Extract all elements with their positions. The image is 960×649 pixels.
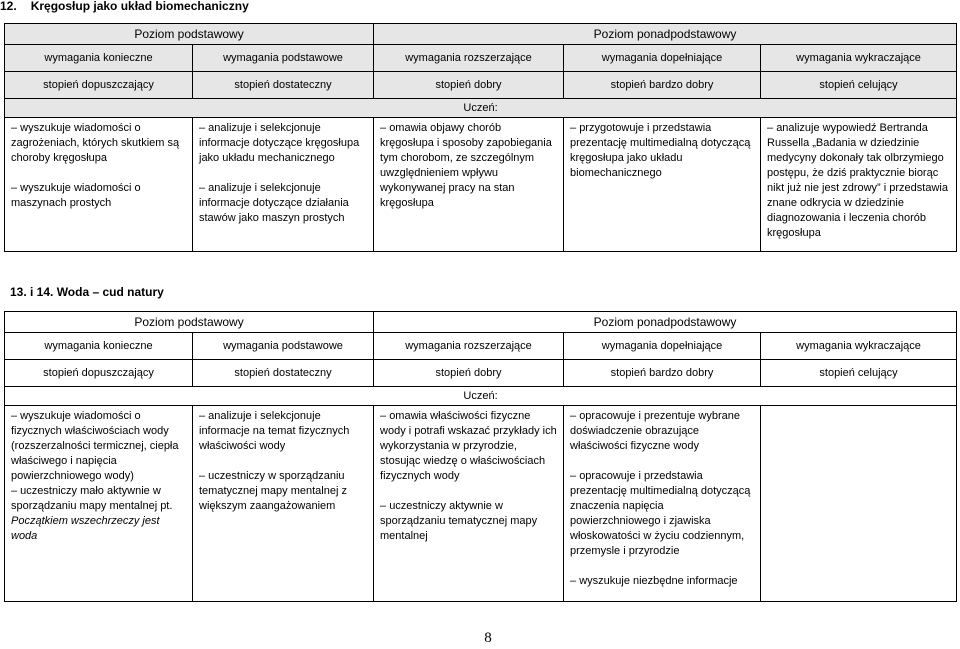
grade-header: stopień dostateczny xyxy=(193,360,374,387)
grade-header: stopień bardzo dobry xyxy=(564,72,761,99)
requirement-header: wymagania dopełniające xyxy=(564,333,761,360)
grade-header: stopień celujący xyxy=(761,72,957,99)
cell-text: – opracowuje i przedstawia prezentację multimedialną dotyczącą znaczenia napięcia powierzchniowego i zjawiska włoskowatości w życiu codziennym, przemysle i przyrodzie xyxy=(570,470,751,557)
grade-header: stopień dopuszczający xyxy=(5,72,193,99)
cell-text: – analizuje i selekcjonuje informacje dotyczące kręgosłupa jako układu mechanicznego xyxy=(199,122,360,164)
cell-extended xyxy=(374,406,564,602)
level-basic-header: Poziom podstawowy xyxy=(5,312,374,333)
grade-header: stopień bardzo dobry xyxy=(564,360,761,387)
grade-header: stopień dobry xyxy=(374,360,564,387)
grade-header: stopień dostateczny xyxy=(193,72,374,99)
grade-header: stopień dopuszczający xyxy=(5,360,193,387)
requirement-header: wymagania wykraczające xyxy=(761,333,957,360)
cell-text: – wyszukuje wiadomości o fizycznych właściwościach wody (rozszerzalności termicznej, ciepła właściwego i napięcia powierzchniowego wody) xyxy=(11,410,179,482)
requirements-table-1 xyxy=(4,23,957,252)
level-basic-header: Poziom podstawowy xyxy=(5,24,374,45)
cell-text: – uczestniczy w sporządzaniu tematycznej mapy mentalnej z większym zaangażowaniem xyxy=(199,470,347,512)
cell-basic xyxy=(193,118,374,252)
cell-text: – przygotowuje i przedstawia prezentację multimedialną dotyczącą kręgosłupa jako układu biomechanicznego xyxy=(570,122,751,179)
cell-text-part: – uczestniczy mało aktywnie w sporządzaniu mapy mentalnej pt. xyxy=(11,485,173,512)
requirement-header: wymagania podstawowe xyxy=(193,333,374,360)
cell-text: – analizuje i selekcjonuje informacje na temat fizycznych właściwości wody xyxy=(199,410,350,452)
cell-supplementary xyxy=(564,118,761,252)
mind-map-title: Początkiem wszechrzeczy jest woda xyxy=(11,515,160,542)
requirement-header: wymagania konieczne xyxy=(5,333,193,360)
student-label: Uczeń: xyxy=(5,387,957,406)
cell-exceeding xyxy=(761,406,957,602)
requirement-header: wymagania rozszerzające xyxy=(374,333,564,360)
cell-supplementary xyxy=(564,406,761,602)
requirement-header: wymagania rozszerzające xyxy=(374,45,564,72)
cell-basic xyxy=(193,406,374,602)
requirements-table-2 xyxy=(4,311,957,602)
page-number: 8 xyxy=(484,630,492,646)
student-label: Uczeń: xyxy=(5,99,957,118)
cell-text: – wyszukuje niezbędne informacje xyxy=(570,575,738,587)
cell-text: – omawia objawy chorób kręgosłupa i sposoby zapobiegania tym chorobom, ze szczególnym uwzględnieniem wpływu wykonywanej pracy na stan kręgosłupa xyxy=(380,122,552,209)
requirement-header: wymagania konieczne xyxy=(5,45,193,72)
section-title: Kręgosłup jako układ biomechaniczny xyxy=(30,0,249,13)
cell-text: – uczestniczy aktywnie w sporządzaniu tematycznej mapy mentalnej xyxy=(380,500,538,542)
requirement-header: wymagania podstawowe xyxy=(193,45,374,72)
cell-text: – opracowuje i prezentuje wybrane doświadczenie obrazujące właściwości fizyczne wody xyxy=(570,410,741,452)
cell-text: – omawia właściwości fizyczne wody i potrafi wskazać przykłady ich wykorzystania w przyrodzie, stosując wiedzę o właściwościach fizycznych wody xyxy=(380,410,557,482)
requirement-header: wymagania dopełniające xyxy=(564,45,761,72)
cell-text: – wyszukuje wiadomości o maszynach prostych xyxy=(11,182,141,209)
cell-text: – analizuje i selekcjonuje informacje dotyczące działania stawów jako maszyn prostych xyxy=(199,182,349,224)
cell-required xyxy=(5,406,193,602)
cell-required xyxy=(5,118,193,252)
level-advanced-header: Poziom ponadpodstawowy xyxy=(374,312,957,333)
grade-header: stopień celujący xyxy=(761,360,957,387)
section-number: 12. xyxy=(0,0,17,13)
section-heading-12 xyxy=(0,0,249,13)
cell-text: – analizuje wypowiedź Bertranda Russella „Badania w dziedzinie medycyny dokonały tak olbrzymiego postępu, że dziś praktycznie biorąc nikt już nie jest zdrowy” i przedstawia znane odkrycia w dziedzinie diagnozowania i leczenia chorób kręgosłupa xyxy=(767,122,948,239)
cell-extended xyxy=(374,118,564,252)
requirement-header: wymagania wykraczające xyxy=(761,45,957,72)
grade-header: stopień dobry xyxy=(374,72,564,99)
level-advanced-header: Poziom ponadpodstawowy xyxy=(374,24,957,45)
cell-exceeding xyxy=(761,118,957,252)
section-heading-13-14: 13. i 14. Woda – cud natury xyxy=(10,285,164,299)
cell-text: – wyszukuje wiadomości o zagrożeniach, których skutkiem są choroby kręgosłupa xyxy=(11,122,180,164)
cell-text xyxy=(11,484,186,544)
